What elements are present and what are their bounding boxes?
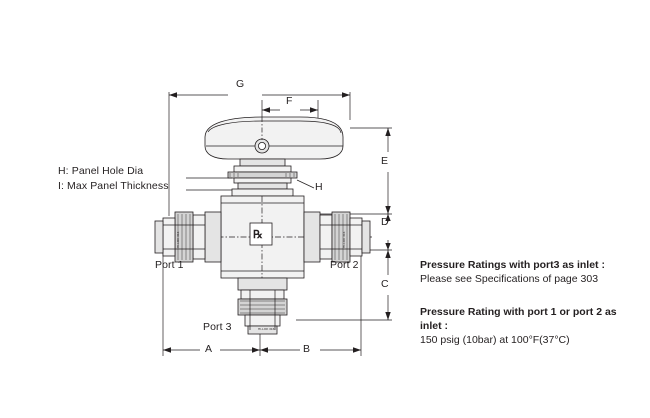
left-stem-marking: HI-LOK 316	[176, 231, 180, 248]
pressure-rating-port12-heading: Pressure Rating with port 1 or port 2 as inlet :	[420, 306, 617, 332]
dimension-label-F: F	[286, 95, 293, 107]
dimension-label-H: H	[315, 181, 323, 193]
note-max-panel-thickness: I: Max Panel Thickness	[58, 180, 169, 192]
dimension-label-G: G	[236, 78, 245, 90]
label-port-3: Port 3	[203, 321, 232, 333]
dimension-label-D: D	[381, 216, 389, 228]
pressure-ratings-port3-heading: Pressure Ratings with port3 as inlet :	[420, 259, 605, 271]
port-3-fitting	[238, 278, 287, 334]
label-port-1: Port 1	[155, 259, 184, 271]
valve-handle	[205, 117, 343, 159]
dimension-label-B: B	[303, 343, 311, 355]
port-1-fitting	[155, 212, 221, 262]
dimension-label-C: C	[381, 278, 389, 290]
svg-text:℞: ℞	[253, 229, 263, 241]
panel-nut-stack	[228, 159, 314, 196]
pressure-rating-port12-body: 150 psig (10bar) at 100°F(37°C)	[420, 334, 570, 346]
pressure-rating-port12-note	[420, 305, 635, 347]
dimension-label-A: A	[205, 343, 213, 355]
bottom-stem-marking: HI-LOK 316	[258, 327, 275, 331]
right-stem-marking: HI-LOK 316	[342, 231, 346, 248]
label-port-2: Port 2	[330, 259, 359, 271]
panel-reference-lines	[186, 178, 232, 190]
port-2-fitting	[304, 212, 370, 262]
dimension-label-E: E	[381, 155, 389, 167]
pressure-ratings-port3-body: Please see Specifications of page 303	[420, 273, 599, 285]
note-panel-hole-dia: H: Panel Hole Dia	[58, 165, 144, 177]
pressure-ratings-port3-note	[420, 258, 635, 286]
